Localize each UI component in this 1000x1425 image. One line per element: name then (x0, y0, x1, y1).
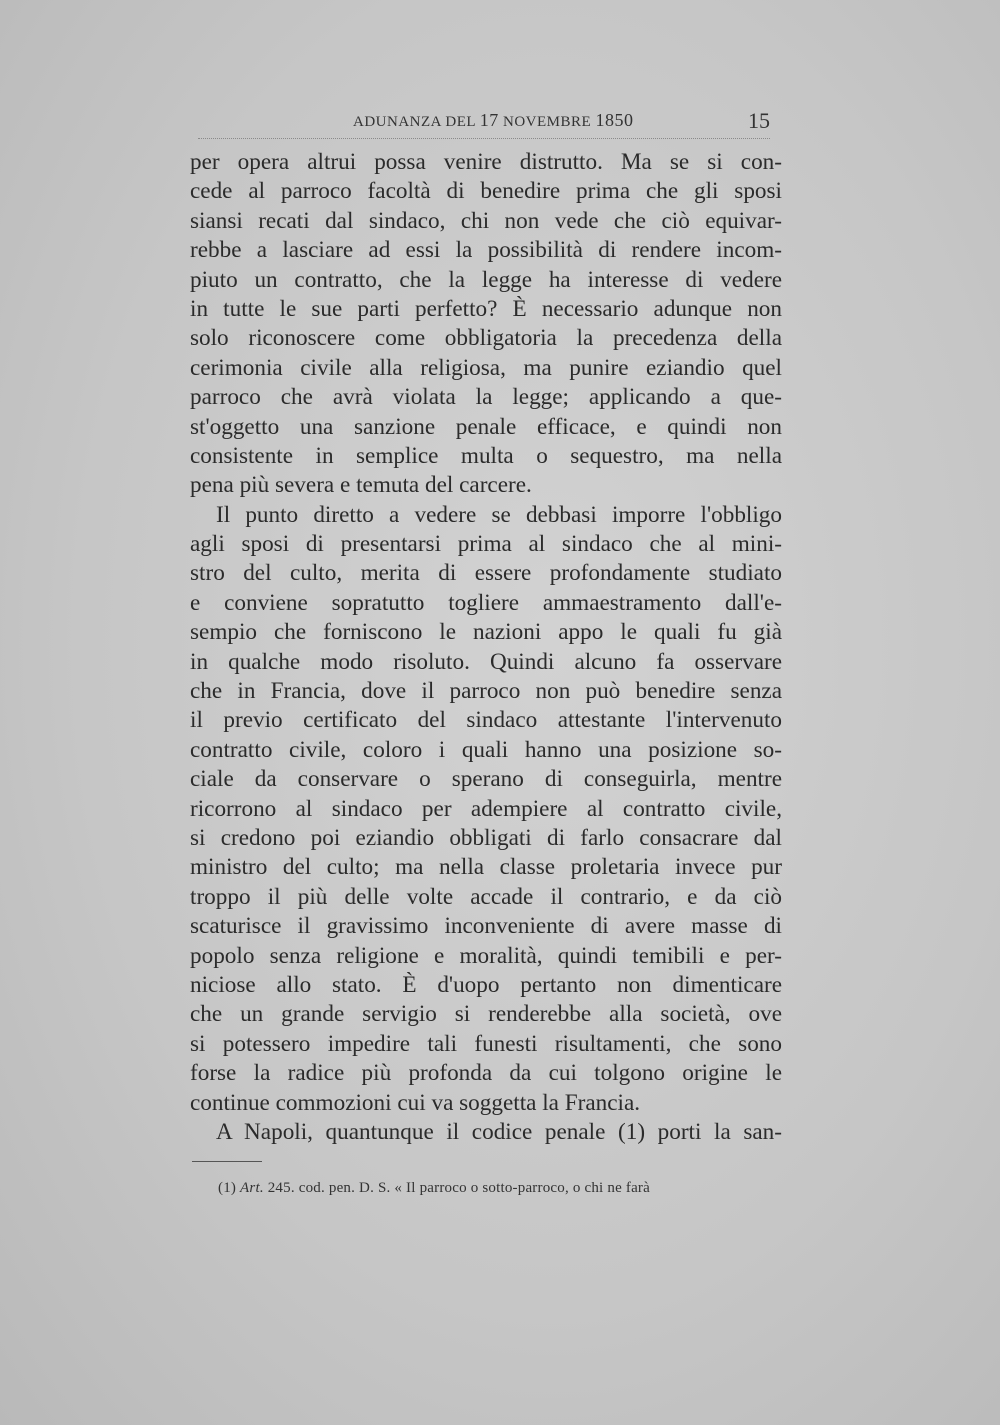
footnote-art-label: Art. (240, 1180, 264, 1196)
text-line: A Napoli, quantunque il codice penale (1) porti la san- (216, 1118, 782, 1145)
text-line: contratto civile, coloro i quali hanno una posizione so- (190, 736, 782, 763)
text-line: si credono poi eziandio obbligati di farlo consacrare dal (190, 824, 782, 851)
text-line: solo riconoscere come obbligatoria la precedenza della (190, 325, 782, 352)
text-line: scaturisce il gravissimo inconveniente di avere masse di (190, 913, 782, 940)
text-line: cede al parroco facoltà di benedire prima che gli sposi (190, 178, 782, 205)
text-line: per opera altrui possa venire distrutto. Ma se si con- (190, 149, 782, 175)
running-head-month: NOVEMBRE (498, 114, 596, 130)
text-line: Il punto diretto a vedere se debbasi imporre l'obbligo (216, 501, 782, 528)
text-line: cerimonia civile alla religiosa, ma punire eziandio quel (190, 354, 782, 381)
page-header (198, 110, 770, 139)
text-line: niciose allo stato. È d'uopo pertanto non dimenticare (190, 971, 782, 998)
text-line: stro del culto, merita di essere profondamente studiato (190, 560, 782, 587)
text-line: in tutte le sue parti perfetto? È necessario adunque non (190, 295, 782, 322)
text-line: siansi recati dal sindaco, chi non vede che ciò equivar- (190, 207, 782, 234)
footnote-rule (192, 1161, 262, 1162)
text-line: in qualche modo risoluto. Quindi alcuno fa osservare (190, 648, 782, 675)
text-line: troppo il più delle volte accade il contrario, e da ciò (190, 883, 782, 910)
text-line: rebbe a lasciare ad essi la possibilità di rendere incom- (190, 237, 782, 264)
footnote-marker: (1) (218, 1180, 241, 1196)
text-line: continue commozioni cui va soggetta la Francia. (190, 1089, 641, 1116)
text-line: ciale da conservare o sperano di conseguirla, mentre (190, 766, 782, 793)
text-line: parroco che avrà violata la legge; applicando a que- (190, 384, 782, 411)
text-line: consistente in semplice multa o sequestro, ma nella (190, 442, 782, 469)
text-line: agli sposi di presentarsi prima al sindaco che al mini- (190, 531, 782, 558)
text-line: che un grande servigio si renderebbe alla società, ove (190, 1001, 782, 1028)
body-text (190, 148, 782, 1147)
running-head (353, 110, 633, 131)
page-number: 15 (748, 108, 770, 133)
text-line: forse la radice più profonda da cui tolgono origine le (190, 1060, 782, 1087)
text-line: e conviene sopratutto togliere ammaestramento dall'e- (190, 589, 782, 616)
text-line: ricorrono al sindaco per adempiere al contratto civile, (190, 795, 782, 822)
running-head-prefix: ADUNANZA DEL (353, 114, 480, 130)
text-line: sempio che forniscono le nazioni appo le quali fu già (190, 619, 782, 646)
running-head-year: 1850 (595, 110, 634, 130)
text-line: piuto un contratto, che la legge ha interesse di vedere (190, 266, 782, 293)
text-line: pena più severa e temuta del carcere. (190, 472, 532, 499)
text-line: st'oggetto una sanzione penale efficace, e quindi non (190, 413, 782, 440)
footnote-text: 245. cod. pen. D. S. « Il parroco o sotto-parroco, o chi ne farà (263, 1180, 650, 1196)
footnote (218, 1180, 766, 1197)
text-line: ministro del culto; ma nella classe proletaria invece pur (190, 854, 782, 881)
text-line: popolo senza religione e moralità, quindi temibili e per- (190, 942, 782, 969)
text-line: si potessero impedire tali funesti risultamenti, che sono (190, 1030, 782, 1057)
running-head-day: 17 (479, 110, 499, 130)
text-line: che in Francia, dove il parroco non può benedire senza (190, 678, 782, 705)
text-line: il previo certificato del sindaco attestante l'intervenuto (190, 707, 782, 734)
